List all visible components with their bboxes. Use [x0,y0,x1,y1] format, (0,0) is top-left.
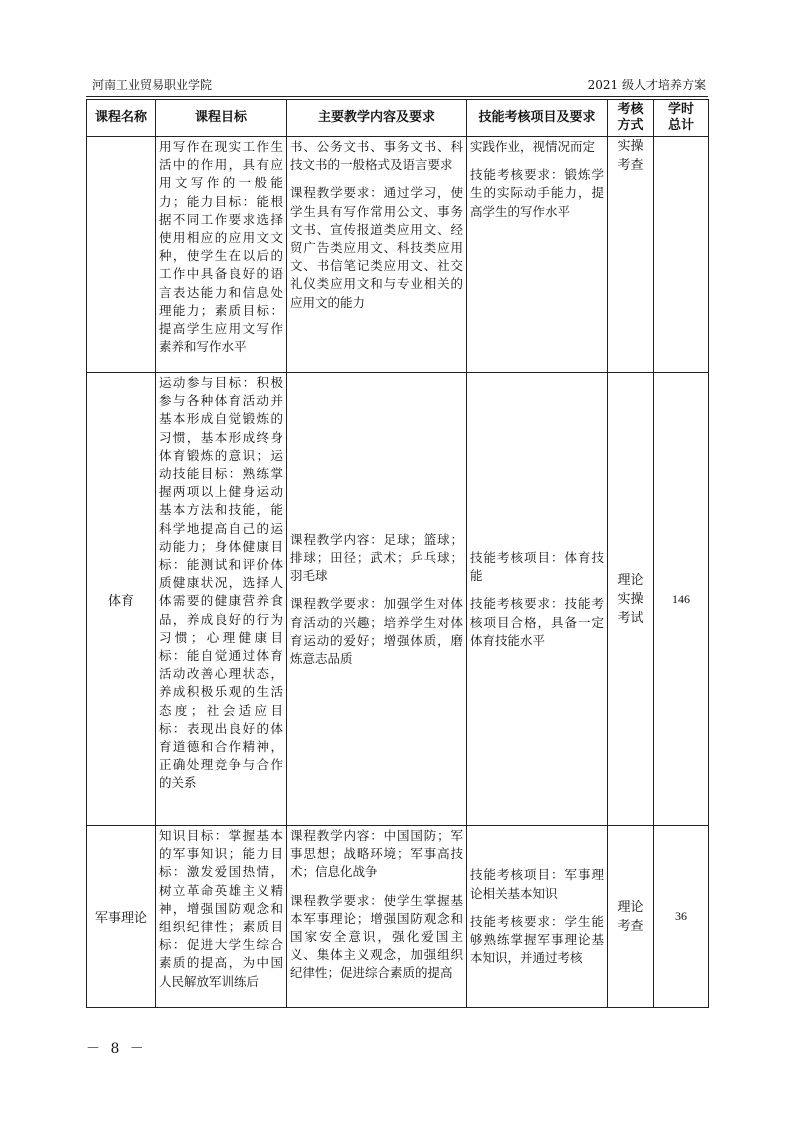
program-title: 2021 级人才培养方案 [587,78,706,92]
table-row [87,373,709,826]
course-name-cell: 体育 [87,373,156,826]
assessment-method-cell [608,826,654,1008]
course-skill-cell [467,826,608,1008]
course-goal-text: 用写作在现实工作生活中的作用，具有应用文写作的一般能力；能力目标：能根据不同工作要求选择使用相应的应用文文种，使学生在以后的工作中具备良好的语言表达能力和信息处理能力；素质目标：提高学生应用文写作素养和写作水平 [159,139,283,355]
school-name: 河南工业贸易职业学院 [92,78,213,92]
content-paragraph: 书、公务文书、事务文书、科技文书的一般格式及语言要求 [290,139,463,173]
hours-cell [654,137,709,373]
course-content-cell [287,137,467,373]
col-header-name: 课程名称 [87,100,156,137]
content-paragraph: 课程教学要求：加强学生对体育活动的兴趣；培养学生对体育运动的爱好；增强体质，磨炼意志品质 [290,596,463,666]
course-goal-text: 运动参与目标：积极参与各种体育活动并基本形成自觉锻炼的习惯，基本形成终身体育锻炼的意识；运动技能目标：熟练掌握两项以上健身运动基本方法和技能，能科学地提高自己的运动能力；身体健康目标：能测试和评价体质健康状况，选择人体需要的健康营养食品，养成良好的行为习惯；心理健康目标：能自觉通过体育活动改善心理状态，养成积极乐观的生活态度；社会适应目标：表现出良好的体育道德和合作精神，正确处理竞争与合作的关系 [159,375,283,791]
table-row [87,826,709,1008]
col-header-goal: 课程目标 [156,100,287,137]
course-content-cell [287,373,467,826]
page-number: － 8 － [86,1041,147,1057]
table-row [87,137,709,373]
col-header-content: 主要教学内容及要求 [287,100,467,137]
course-name-cell: 军事理论 [87,826,156,1008]
col-header-method: 考核方式 [608,100,654,137]
skill-paragraph: 技能考核要求：学生能够熟练掌握军事理论基本知识，并通过考核 [470,913,604,966]
col-header-skill: 技能考核项目及要求 [467,100,608,137]
course-goal-cell [156,373,287,826]
page-header [86,76,708,94]
content-paragraph: 课程教学内容：足球；篮球；排球；田径；武术；乒乓球；羽毛球 [290,531,463,584]
course-goal-cell [156,826,287,1008]
assessment-method-cell [608,137,654,373]
course-content-cell [287,826,467,1008]
course-goal-cell [156,137,287,373]
col-header-hours: 学时总计 [654,100,709,137]
table-header-row [87,100,709,137]
skill-paragraph: 技能考核要求：技能考核项目合格，具备一定体育技能水平 [470,596,604,648]
header-divider [86,96,708,97]
content-paragraph: 课程教学要求：通过学习，使学生具有写作常用公文、事务文书、宣传报道类应用文、经贸广告类应用文、科技类应用文、书信笔记类应用文、社交礼仪类应用文和与专业相关的应用文的能力 [290,185,463,310]
hours-cell: 36 [654,826,709,1008]
assessment-method: 实操 考查 [617,139,644,173]
content-paragraph: 课程教学内容：中国国防；军事思想；战略环境；军事高技术；信息化战争 [290,828,463,880]
skill-paragraph: 技能考核项目：体育技能 [470,549,604,584]
skill-paragraph: 技能考核要求：锻炼学生的实际动手能力，提高学生的写作水平 [470,167,604,219]
course-name-cell [87,137,156,373]
assessment-method-cell [608,373,654,826]
skill-paragraph: 实践作业，视情况而定 [470,139,596,154]
assessment-method: 理论 考查 [617,899,644,934]
assessment-method: 理论 实操 考试 [617,572,644,626]
hours-cell: 146 [654,373,709,826]
skill-paragraph: 技能考核项目：军事理论相关基本知识 [470,867,604,901]
course-skill-cell [467,137,608,373]
content-paragraph: 课程教学要求：使学生掌握基本军事理论；增强国防观念和国家安全意识，强化爱国主义、集体主义观念，加强组织纪律性；促进综合素质的提高 [290,892,463,981]
course-skill-cell [467,373,608,826]
course-goal-text: 知识目标：掌握基本的军事知识；能力目标：激发爱国热情，树立革命英雄主义精神，增强国防观念和组织纪律性；素质目标：促进大学生综合素质的提高，为中国人民解放军训练后 [159,828,283,989]
course-table [86,99,709,1008]
